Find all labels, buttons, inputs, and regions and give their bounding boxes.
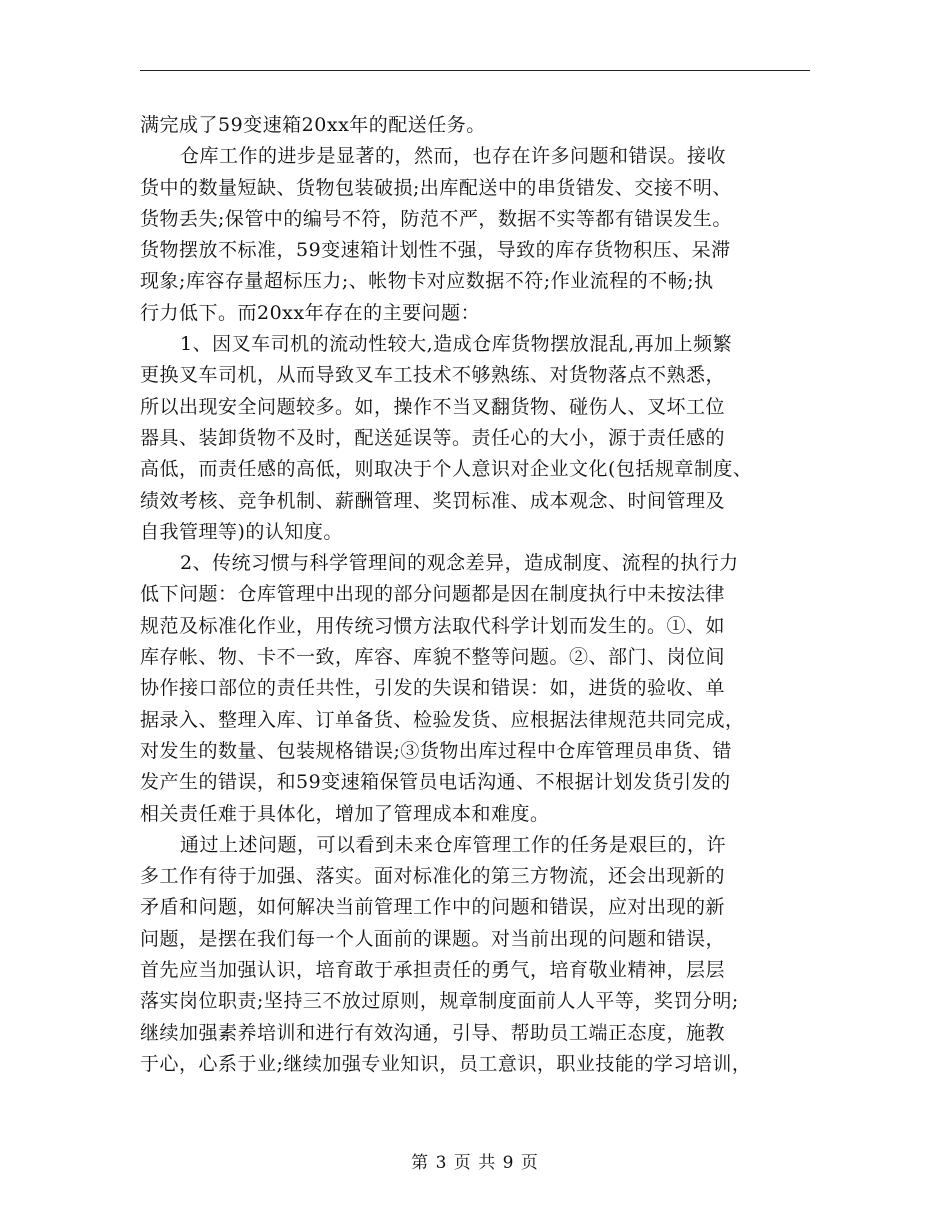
text-line: 相关责任难于具体化，增加了管理成本和难度。 — [140, 802, 550, 825]
text-line: 货中的数量短缺、货物包装破损;出库配送中的串货错发、交接不明、 — [140, 176, 732, 199]
paragraph — [140, 830, 820, 1080]
text-line: 器具、装卸货物不及时，配送延误等。责任心的大小，源于责任感的 — [140, 426, 726, 449]
text-line: 1、因叉车司机的流动性较大,造成仓库货物摆放混乱,再加上频繁 — [180, 333, 733, 356]
text-line: 规范及标准化作业，用传统习惯方法取代科学计划而发生的。①、如 — [140, 614, 726, 637]
page-footer — [0, 1148, 950, 1173]
paragraph — [140, 548, 820, 830]
page-label-suffix: 页 — [514, 1153, 539, 1173]
text-line: 继续加强素养培训和进行有效沟通，引导、帮助员工端正态度，施教 — [140, 1021, 726, 1044]
text-line: 据录入、整理入库、订单备货、检验发货、应根据法律规范共同完成， — [140, 708, 745, 731]
text-line: 自我管理等)的认知度。 — [140, 520, 343, 543]
text-line: 所以出现安全问题较多。如，操作不当叉翻货物、碰伤人、叉坏工位 — [140, 395, 726, 418]
text-line: 问题，是摆在我们每一个人面前的课题。对当前出现的问题和错误， — [140, 927, 726, 950]
text-line: 矛盾和问题，如何解决当前管理工作中的问题和错误，应对出现的新 — [140, 896, 726, 919]
text-line: 满完成了59变速箱20xx年的配送任务。 — [140, 114, 486, 136]
text-line: 货物摆放不标准，59变速箱计划性不强，导致的库存货物积压、呆滞 — [140, 239, 731, 262]
text-line: 绩效考核、竞争机制、薪酬管理、奖罚标准、成本观念、时间管理及 — [140, 489, 726, 512]
text-line: 对发生的数量、包装规格错误;③货物出库过程中仓库管理员串货、错 — [140, 739, 732, 762]
header-rule — [140, 70, 810, 71]
text-line: 多工作有待于加强、落实。面对标准化的第三方物流，还会出现新的 — [140, 865, 726, 888]
paragraph — [140, 329, 820, 548]
text-line: 更换叉车司机，从而导致叉车工技术不够熟练、对货物落点不熟悉， — [140, 364, 726, 387]
text-line: 首先应当加强认识，培育敢于承担责任的勇气，培育敬业精神，层层 — [140, 959, 726, 982]
text-line: 落实岗位职责;坚持三不放过原则，规章制度面前人人平等，奖罚分明; — [140, 990, 739, 1013]
text-line: 库存帐、物、卡不一致，库容、库貌不整等问题。②、部门、岗位间 — [140, 646, 726, 669]
paragraph — [140, 141, 820, 329]
page-label-mid: 页 共 — [447, 1153, 503, 1173]
text-line: 货物丢失;保管中的编号不符，防范不严，数据不实等都有错误发生。 — [140, 207, 732, 230]
text-line: 协作接口部位的责任共性，引发的失误和错误：如，进货的验收、单 — [140, 677, 726, 700]
text-line: 发产生的错误，和59变速箱保管员电话沟通、不根据计划发货引发的 — [140, 771, 731, 794]
page-label-prefix: 第 — [411, 1153, 436, 1173]
text-line: 于心，心系于业;继续加强专业知识，员工意识，职业技能的学习培训， — [140, 1052, 752, 1075]
text-line: 通过上述问题，可以看到未来仓库管理工作的任务是艰巨的，许 — [180, 833, 727, 856]
text-line: 高低，而责任感的高低，则取决于个人意识对企业文化(包括规章制度、 — [140, 458, 753, 481]
document-body — [140, 110, 820, 1080]
total-page-count: 9 — [502, 1153, 515, 1173]
text-line: 行力低下。而20xx年存在的主要问题： — [140, 301, 481, 324]
text-line: 现象;库容存量超标压力;、帐物卡对应数据不符;作业流程的不畅;执 — [140, 270, 714, 293]
text-line: 2、传统习惯与科学管理间的观念差异，造成制度、流程的执行力 — [180, 552, 739, 575]
paragraph — [140, 110, 820, 141]
text-line: 仓库工作的进步是显著的，然而，也存在许多问题和错误。接收 — [180, 145, 727, 168]
current-page-number: 3 — [435, 1153, 448, 1173]
text-line: 低下问题：仓库管理中出现的部分问题都是因在制度执行中未按法律 — [140, 583, 726, 606]
